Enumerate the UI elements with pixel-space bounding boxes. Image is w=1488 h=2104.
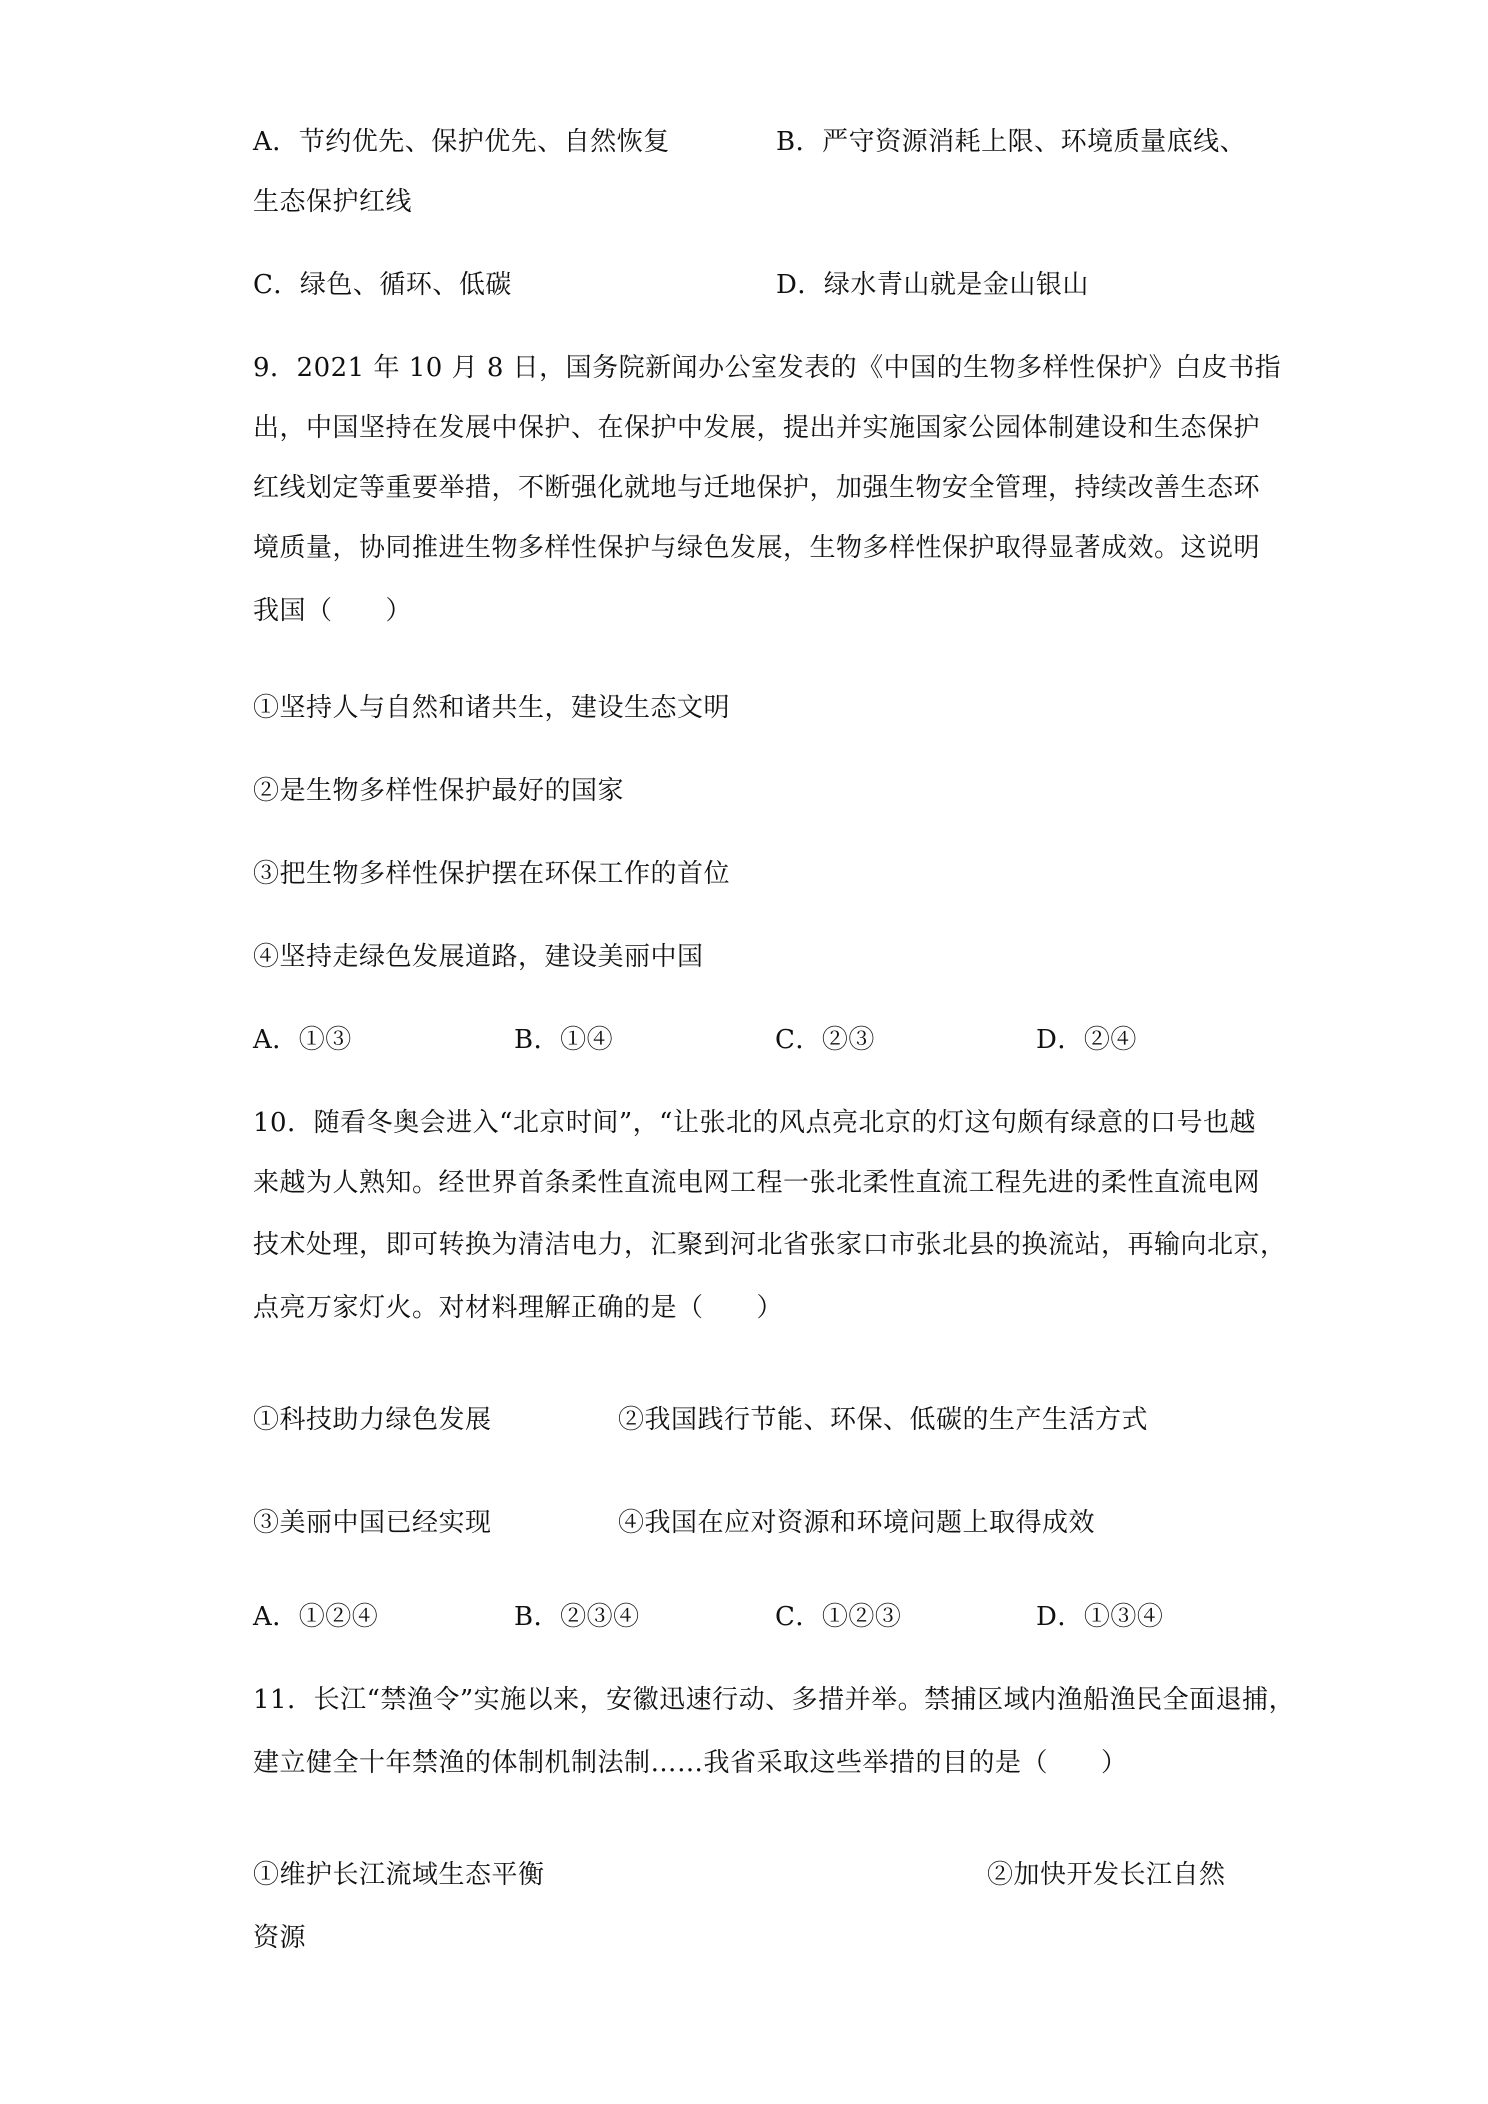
q10-option-a: A．①②④ xyxy=(253,1602,379,1632)
q11-stem-line: 建立健全十年禁渔的体制机制法制……我省采取这些举措的目的是（ ） xyxy=(253,1748,1128,1778)
q9-statement-3: ③把生物多样性保护摆在环保工作的首位 xyxy=(253,859,731,889)
q9-stem-line: 9．2021 年 10 月 8 日，国务院新闻办公室发表的《中国的生物多样性保护》白皮书指 xyxy=(253,353,1282,383)
q10-statement-3: ③美丽中国已经实现 xyxy=(253,1508,492,1538)
q9-statement-2: ②是生物多样性保护最好的国家 xyxy=(253,776,625,806)
q11-statement-2-continued: 资源 xyxy=(253,1923,307,1953)
q10-option-b: B．②③④ xyxy=(514,1602,640,1632)
q8-option-b: B．严守资源消耗上限、环境质量底线、 xyxy=(776,127,1247,157)
q9-option-c: C．②③ xyxy=(775,1025,875,1055)
q10-statement-1: ①科技助力绿色发展 xyxy=(253,1405,492,1435)
q10-stem-line: 点亮万家灯火。对材料理解正确的是（ ） xyxy=(253,1293,784,1323)
q11-statement-1: ①维护长江流域生态平衡 xyxy=(253,1860,545,1890)
q9-option-b: B．①④ xyxy=(514,1025,614,1055)
q9-statement-4: ④坚持走绿色发展道路，建设美丽中国 xyxy=(253,942,704,972)
q11-stem-line: 11．长江“禁渔令”实施以来，安徽迅速行动、多措并举。禁捕区域内渔船渔民全面退捕， xyxy=(253,1685,1296,1715)
q8-option-c: C．绿色、循环、低碳 xyxy=(253,270,512,300)
q9-stem-line: 出，中国坚持在发展中保护、在保护中发展，提出并实施国家公园体制建设和生态保护 xyxy=(253,413,1261,443)
q8-option-b-continued: 生态保护红线 xyxy=(253,187,413,217)
q10-stem-line: 来越为人熟知。经世界首条柔性直流电网工程一张北柔性直流工程先进的柔性直流电网 xyxy=(253,1168,1261,1198)
q8-option-a: A．节约优先、保护优先、自然恢复 xyxy=(253,127,670,157)
q10-stem-line: 10．随看冬奥会进入“北京时间”，“让张北的风点亮北京的灯这句颇有绿意的口号也越 xyxy=(253,1108,1256,1138)
q9-stem-line: 境质量，协同推进生物多样性保护与绿色发展，生物多样性保护取得显著成效。这说明 xyxy=(253,533,1261,563)
q11-statement-2: ②加快开发长江自然 xyxy=(987,1860,1226,1890)
q9-option-a: A．①③ xyxy=(253,1025,352,1055)
q9-stem-line: 我国（ ） xyxy=(253,596,413,626)
q9-stem-line: 红线划定等重要举措，不断强化就地与迁地保护，加强生物安全管理，持续改善生态环 xyxy=(253,473,1261,503)
q10-statement-2: ②我国践行节能、环保、低碳的生产生活方式 xyxy=(618,1405,1149,1435)
q10-option-c: C．①②③ xyxy=(775,1602,902,1632)
q9-option-d: D．②④ xyxy=(1036,1025,1137,1055)
q9-statement-1: ①坚持人与自然和诸共生，建设生态文明 xyxy=(253,693,731,723)
q10-statement-4: ④我国在应对资源和环境问题上取得成效 xyxy=(618,1508,1096,1538)
q10-stem-line: 技术处理，即可转换为清洁电力，汇聚到河北省张家口市张北县的换流站，再输向北京， xyxy=(253,1230,1287,1260)
q8-option-d: D．绿水青山就是金山银山 xyxy=(776,270,1089,300)
q10-option-d: D．①③④ xyxy=(1036,1602,1164,1632)
